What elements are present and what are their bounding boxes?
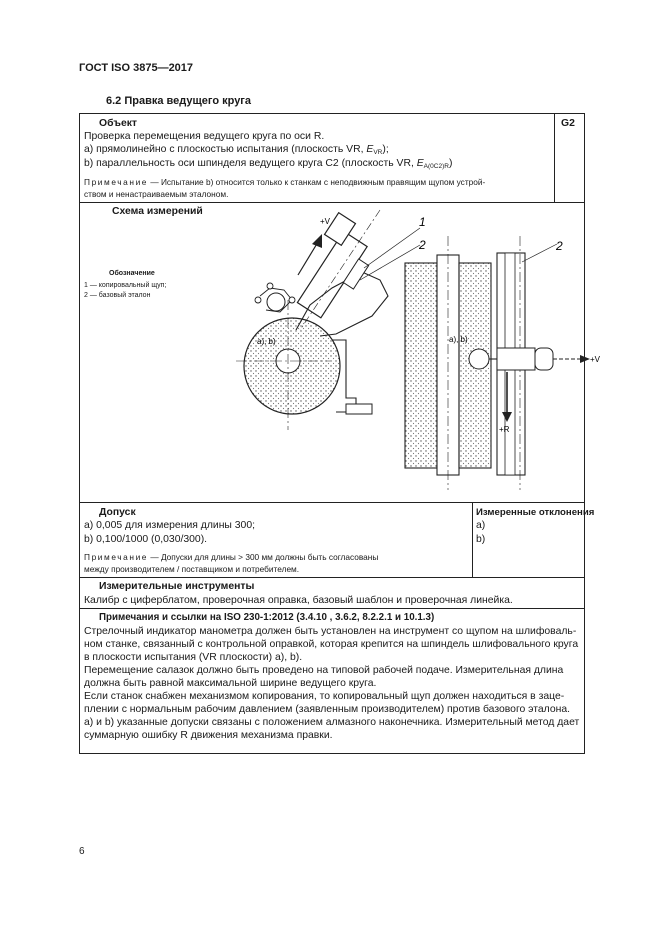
scheme-heading: Схема измерений bbox=[112, 206, 203, 217]
knob-3 bbox=[289, 297, 295, 303]
tolerance-b: b) 0,100/1000 (0,030/300). bbox=[84, 534, 208, 545]
wheel-section-left bbox=[405, 263, 437, 468]
object-line-1: Проверка перемещения ведущего круга по оси R. bbox=[84, 131, 325, 142]
object-note-2: ством и ненастраиваемым эталоном. bbox=[84, 189, 229, 199]
ab-label-left: a), b) bbox=[257, 337, 276, 346]
notes-line: должна быть равной максимальной ширине ведущего круга. bbox=[84, 678, 377, 689]
item-b-symbol: E bbox=[416, 158, 424, 169]
notes-heading: Примечания и ссылки на ISO 230-1:2012 (3.4.10 , 3.6.2, 8.2.2.1 и 10.1.3) bbox=[99, 612, 435, 623]
callout-2-right-leader bbox=[522, 244, 557, 262]
section-title: 6.2 Правка ведущего круга bbox=[106, 95, 252, 107]
knob-2 bbox=[267, 283, 273, 289]
v-right-arrow bbox=[580, 355, 590, 363]
tolerance-note-label: Примечание bbox=[84, 552, 149, 562]
indicator-dial bbox=[267, 293, 285, 311]
instruments-text: Калибр с циферблатом, проверочная оправка, базовый шаблон и проверочная линейка. bbox=[84, 595, 513, 606]
notes-line: a) и b) указанные допуски связаны с положением алмазного наконечника. Измерительный метод дает bbox=[84, 717, 580, 728]
object-note-text: — Испытание b) относится только к станкам с неподвижным правящим щупом устрой- bbox=[148, 177, 486, 187]
plus-v-right-label: +V bbox=[590, 355, 601, 364]
item-a-subscript: VR bbox=[373, 149, 383, 156]
left-view bbox=[236, 210, 420, 430]
object-note-label: Примечание bbox=[84, 177, 149, 187]
tolerance-a: a) 0,005 для измерения длины 300; bbox=[84, 520, 256, 531]
notes-line: Если станок снабжен механизмом копирования, то копировальный щуп должен находиться в заце- bbox=[84, 691, 565, 702]
tolerance-note-text: — Допуски для длины > 300 мм должны быть согласованы bbox=[148, 552, 379, 562]
document-id: ГОСТ ISO 3875—2017 bbox=[79, 62, 194, 74]
tolerance-note-2: между производителем / поставщиком и потребителем. bbox=[84, 564, 300, 574]
notes-line: плении с нормальным рабочим давлением (заявленным производителем) против базового эталона. bbox=[84, 704, 571, 715]
legend-title: Обозначение bbox=[109, 270, 155, 277]
item-a-prefix: a) прямолинейно с плоскостью испытания (плоскость VR, bbox=[84, 144, 367, 155]
callout-2-right: 2 bbox=[556, 239, 563, 253]
callout-1-leader bbox=[364, 228, 420, 268]
callout-2-left: 2 bbox=[419, 238, 426, 252]
base-block bbox=[346, 404, 372, 414]
tolerance-heading: Допуск bbox=[99, 507, 136, 518]
instruments-heading: Измерительные инструменты bbox=[99, 581, 255, 592]
legend-item-2: 2 — базовый эталон bbox=[84, 292, 151, 299]
deviations-heading: Измеренные отклонения bbox=[476, 507, 595, 518]
object-heading: Объект bbox=[99, 118, 138, 129]
notes-line: ном станке, связанный с контрольной оправкой, которая крепится на шпиндель шлифовального круга bbox=[84, 639, 579, 650]
item-b-subscript: A(0C2)R bbox=[423, 163, 449, 170]
notes-line: суммарную ошибку R движения механизма правки. bbox=[84, 730, 333, 741]
indicator-knob bbox=[535, 348, 553, 370]
v-arrow-head bbox=[312, 234, 322, 248]
knob-1 bbox=[255, 297, 261, 303]
item-a-symbol: E bbox=[366, 144, 374, 155]
notes-line: в плоскости испытания (VR плоскости) a), b). bbox=[84, 652, 303, 663]
deviation-a: a) bbox=[476, 520, 486, 531]
item-a-suffix: ); bbox=[382, 144, 389, 155]
plus-v-label: +V bbox=[320, 217, 331, 226]
notes-line: Перемещение салазок должно быть проведено на типовой рабочей подаче. Измерительная длина bbox=[84, 665, 564, 676]
tolerance-note-1 bbox=[84, 551, 378, 563]
ab-label-right: a), b) bbox=[449, 335, 468, 344]
indicator-slide bbox=[497, 348, 535, 370]
dial-indicator-right bbox=[469, 349, 489, 369]
notes-line: Стрелочный индикатор манометра должен быть установлен на инструмент со щупом на шлифоваль- bbox=[84, 626, 577, 637]
right-view bbox=[405, 236, 590, 490]
test-code: G2 bbox=[561, 118, 575, 129]
v-arrow-shaft bbox=[298, 242, 318, 275]
plus-r-label: +R bbox=[499, 425, 510, 434]
item-b-prefix: b) параллельность оси шпинделя ведущего круга C2 (плоскость VR, bbox=[84, 158, 417, 169]
item-b-suffix: ) bbox=[448, 158, 453, 169]
legend-item-1: 1 — копировальный щуп; bbox=[84, 282, 167, 289]
callout-1: 1 bbox=[419, 215, 426, 229]
page-number: 6 bbox=[79, 846, 85, 857]
deviation-b: b) bbox=[476, 534, 486, 545]
